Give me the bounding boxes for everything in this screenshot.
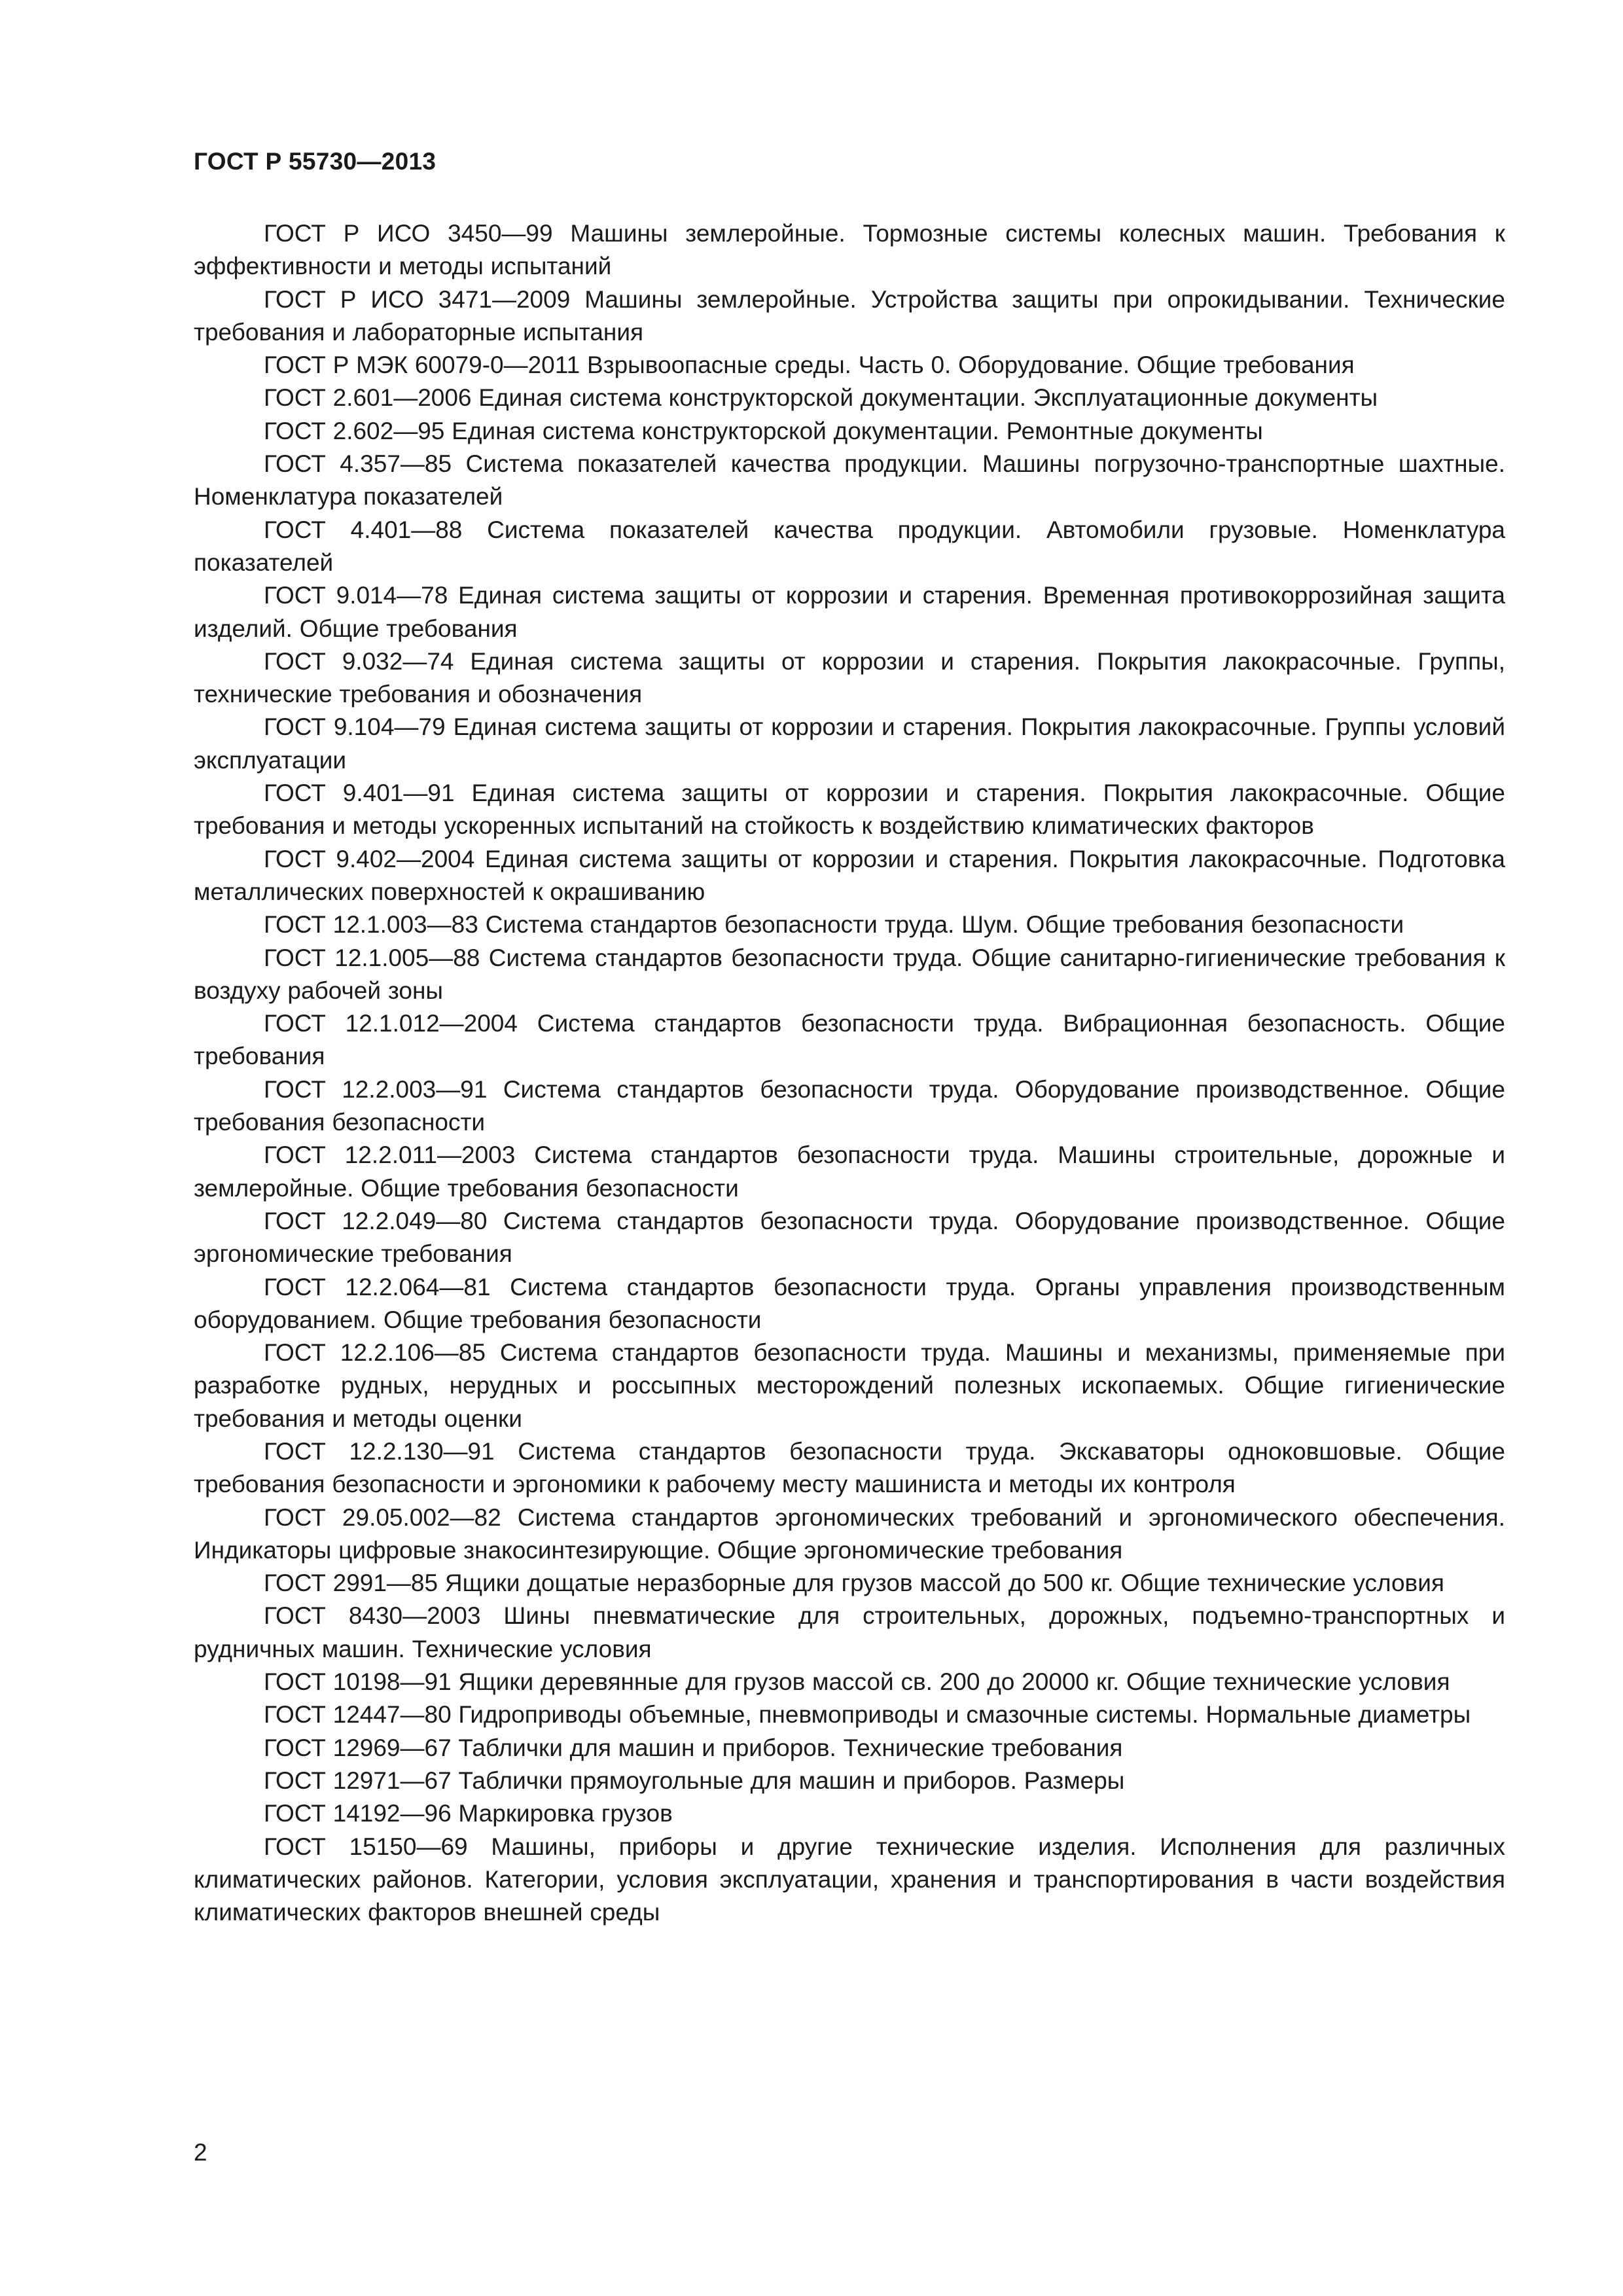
reference-item: ГОСТ 12.1.005—88 Система стандартов безопасности труда. Общие санитарно-гигиенические требования к воздуху рабочей зоны — [194, 944, 1505, 1004]
normative-references-list — [194, 217, 1505, 1929]
reference-item: ГОСТ 12969—67 Таблички для машин и приборов. Технические требования — [264, 1734, 1123, 1761]
reference-item: ГОСТ 14192—96 Маркировка грузов — [264, 1800, 673, 1827]
reference-item: ГОСТ 12.2.049—80 Система стандартов безопасности труда. Оборудование производственное. Общие эргономические требования — [194, 1207, 1505, 1268]
reference-item: ГОСТ Р МЭК 60079-0—2011 Взрывоопасные среды. Часть 0. Оборудование. Общие требования — [264, 351, 1355, 379]
reference-item: ГОСТ Р ИСО 3471—2009 Машины землеройные. Устройства защиты при опрокидывании. Технические требования и лабораторные испытания — [194, 285, 1505, 346]
page-number: 2 — [194, 2139, 207, 2166]
reference-item: ГОСТ 10198—91 Ящики деревянные для грузов массой св. 200 до 20000 кг. Общие технические условия — [264, 1668, 1450, 1696]
reference-item: ГОСТ 9.104—79 Единая система защиты от коррозии и старения. Покрытия лакокрасочные. Группы условий эксплуатации — [194, 713, 1505, 774]
reference-item: ГОСТ 12.2.003—91 Система стандартов безопасности труда. Оборудование производственное. Общие требования безопасности — [194, 1075, 1505, 1136]
reference-item: ГОСТ 12.2.011—2003 Система стандартов безопасности труда. Машины строительные, дорожные и землеройные. Общие требования безопасности — [194, 1141, 1505, 1202]
reference-item: ГОСТ 2.602—95 Единая система конструкторской документации. Ремонтные документы — [264, 417, 1263, 444]
reference-item: ГОСТ 12.1.012—2004 Система стандартов безопасности труда. Вибрационная безопасность. Общие требования — [194, 1010, 1505, 1070]
reference-item: ГОСТ 12447—80 Гидроприводы объемные, пневмоприводы и смазочные системы. Нормальные диаметры — [264, 1701, 1471, 1729]
reference-item: ГОСТ 29.05.002—82 Система стандартов эргономических требований и эргономического обеспечения. Индикаторы цифровые знакосинтезирующие. Общие эргономические требования — [194, 1503, 1505, 1564]
page-header-standard-title: ГОСТ Р 55730—2013 — [194, 148, 437, 175]
reference-item: ГОСТ 12.1.003—83 Система стандартов безопасности труда. Шум. Общие требования безопасности — [264, 911, 1404, 939]
reference-item: ГОСТ 12971—67 Таблички прямоугольные для машин и приборов. Размеры — [264, 1767, 1125, 1794]
reference-item: ГОСТ 12.2.064—81 Система стандартов безопасности труда. Органы управления производственным оборудованием. Общие требования безопасности — [194, 1273, 1505, 1333]
reference-item: ГОСТ 4.401—88 Система показателей качества продукции. Автомобили грузовые. Номенклатура показателей — [194, 516, 1505, 576]
reference-item: ГОСТ 9.014—78 Единая система защиты от коррозии и старения. Временная противокоррозийная защита изделий. Общие требования — [194, 582, 1505, 642]
reference-item: ГОСТ 4.357—85 Система показателей качества продукции. Машины погрузочно-транспортные шахтные. Номенклатура показателей — [194, 450, 1505, 511]
reference-item: ГОСТ 12.2.106—85 Система стандартов безопасности труда. Машины и механизмы, применяемые при разработке рудных, нерудных и россыпных месторождений полезных ископаемых. Общие гигиенические требования и методы оценки — [194, 1339, 1505, 1432]
reference-item: ГОСТ 2991—85 Ящики дощатые неразборные для грузов массой до 500 кг. Общие технические условия — [264, 1570, 1444, 1597]
reference-item: ГОСТ 9.401—91 Единая система защиты от коррозии и старения. Покрытия лакокрасочные. Общие требования и методы ускоренных испытаний на стойкость к воздействию климатических факторов — [194, 780, 1505, 840]
reference-item: ГОСТ 9.402—2004 Единая система защиты от коррозии и старения. Покрытия лакокрасочные. Подготовка металлических поверхностей к окрашиванию — [194, 845, 1505, 905]
reference-item: ГОСТ 2.601—2006 Единая система конструкторской документации. Эксплуатационные документы — [264, 384, 1378, 412]
reference-item: ГОСТ 9.032—74 Единая система защиты от коррозии и старения. Покрытия лакокрасочные. Группы, технические требования и обозначения — [194, 647, 1505, 708]
reference-item: ГОСТ 12.2.130—91 Система стандартов безопасности труда. Экскаваторы одноковшовые. Общие требования безопасности и эргономики к рабочему месту машиниста и методы их контроля — [194, 1437, 1505, 1498]
reference-item: ГОСТ Р ИСО 3450—99 Машины землеройные. Тормозные системы колесных машин. Требования к эффективности и методы испытаний — [194, 220, 1505, 280]
reference-item: ГОСТ 15150—69 Машины, приборы и другие технические изделия. Исполнения для различных климатических районов. Категории, условия эксплуатации, хранения и транспортирования в части воздействия климатических факторов внешней среды — [194, 1833, 1505, 1926]
reference-item: ГОСТ 8430—2003 Шины пневматические для строительных, дорожных, подъемно-транспортных и рудничных машин. Технические условия — [194, 1602, 1505, 1662]
